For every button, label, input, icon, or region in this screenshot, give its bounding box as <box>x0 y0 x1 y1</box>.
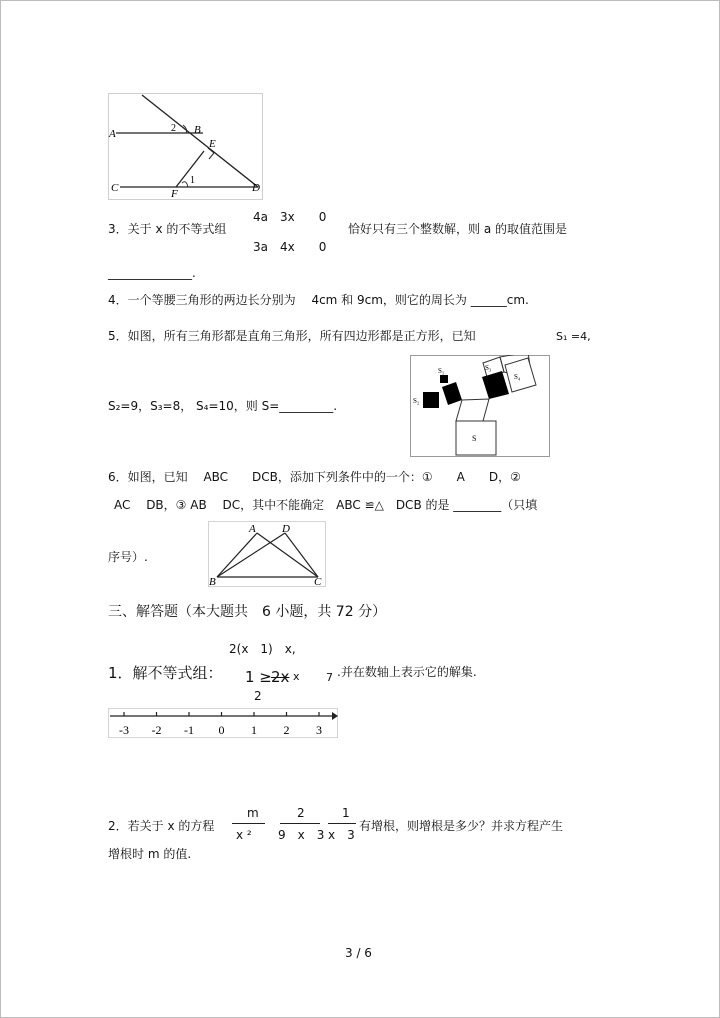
square-label-s4: S₄ <box>514 373 521 381</box>
p1-inequality-2-x: x <box>293 670 300 683</box>
p2-fraction-2-denominator: 9 x 3 <box>278 828 325 842</box>
q6-line3: 序号）. <box>108 550 148 564</box>
p2-suffix: 有增根，则增根是多少？并求方程产生 <box>359 819 564 833</box>
p1-inequality-2-seven: 7 <box>326 671 333 684</box>
p2-fraction-2-bar <box>280 823 320 824</box>
p2-fraction-3-denominator: x 3 <box>328 828 355 842</box>
squares-figure <box>410 355 550 457</box>
square-label-s: S <box>472 434 477 443</box>
p1-inequality-2-left: 1 ≥ <box>245 668 272 686</box>
p2-fraction-3-numerator: 1 <box>342 806 350 820</box>
p2-fraction-1-bar <box>232 823 265 824</box>
number-line-label: 3 <box>316 723 322 737</box>
number-line-label: -1 <box>184 723 194 737</box>
q6-line1: 6．如图，已知 ABC DCB，添加下列条件中的一个：① A D，② <box>108 470 521 484</box>
p2-line2: 增根时 m 的值. <box>108 847 192 861</box>
q3-inequality-2: 3a 4x 0 <box>253 240 327 254</box>
square-label-s3: S₃ <box>485 364 492 372</box>
q5-line1: 5．如图，所有三角形都是直角三角形，所有四边形都是正方形，已知 <box>108 329 476 343</box>
p1-inequality-2-denominator: 2 <box>254 689 262 703</box>
q3-suffix: 恰好只有三个整数解，则 a 的取值范围是 <box>348 222 567 236</box>
angle-label-2: 2 <box>171 123 176 134</box>
q4-text: 4．一个等腰三角形的两边长分别为 4cm 和 9cm，则它的周长为 ______cm. <box>108 293 529 307</box>
point-label-d: D <box>252 182 260 194</box>
square-label-s1: S₁ <box>438 367 445 375</box>
p1-suffix: .并在数轴上表示它的解集. <box>337 665 477 679</box>
number-line-label: 2 <box>283 723 290 737</box>
q5-s1-value: S₁ =4, <box>556 330 591 343</box>
q3-prefix: 3．关于 x 的不等式组 <box>108 222 227 236</box>
p1-inequality-1: 2(x 1) x, <box>229 642 296 656</box>
p2-prefix: 2．若关于 x 的方程 <box>108 819 215 833</box>
triangles-figure <box>208 521 326 587</box>
number-line-label: 0 <box>218 723 225 737</box>
page-number: 3 / 6 <box>345 946 372 960</box>
triangle-label-c: C <box>314 576 322 587</box>
p2-fraction-2-numerator: 2 <box>297 806 305 820</box>
number-line <box>108 708 338 738</box>
point-label-e: E <box>209 138 216 150</box>
number-line-label: -2 <box>151 723 162 737</box>
q6-line2: AC DB，③ AB DC，其中不能确定 ABC ≌△ DCB 的是 ________（只填 <box>114 498 538 512</box>
point-label-c: C <box>111 182 119 194</box>
q3-inequality-1: 4a 3x 0 <box>253 210 327 224</box>
triangle-label-d: D <box>282 523 290 535</box>
p1-label: 1．解不等式组： <box>108 664 223 682</box>
point-label-b: B <box>194 124 201 136</box>
p1-inequality-2-numerator: 2x <box>271 668 290 686</box>
point-label-a: A <box>109 128 116 140</box>
triangle-label-a: A <box>249 523 256 535</box>
number-line-label: 1 <box>251 723 257 737</box>
p2-fraction-3-bar <box>328 823 356 824</box>
section3-title: 三、解答题（本大题共 6 小题，共 72 分） <box>108 604 387 620</box>
q5-line2: S₂=9，S₃=8， S₄=10，则 S=_________. <box>108 399 338 413</box>
angle-label-1: 1 <box>190 175 195 186</box>
q3-answer-blank: ______________. <box>108 266 196 280</box>
p2-fraction-1-denominator: x ² <box>236 828 252 842</box>
point-label-f: F <box>171 188 178 200</box>
number-line-label: -3 <box>119 723 129 737</box>
parallel-lines-figure <box>108 93 263 200</box>
triangle-label-b: B <box>209 576 216 587</box>
p2-fraction-1-numerator: m <box>247 806 259 820</box>
square-label-s2: S₂ <box>413 397 420 405</box>
